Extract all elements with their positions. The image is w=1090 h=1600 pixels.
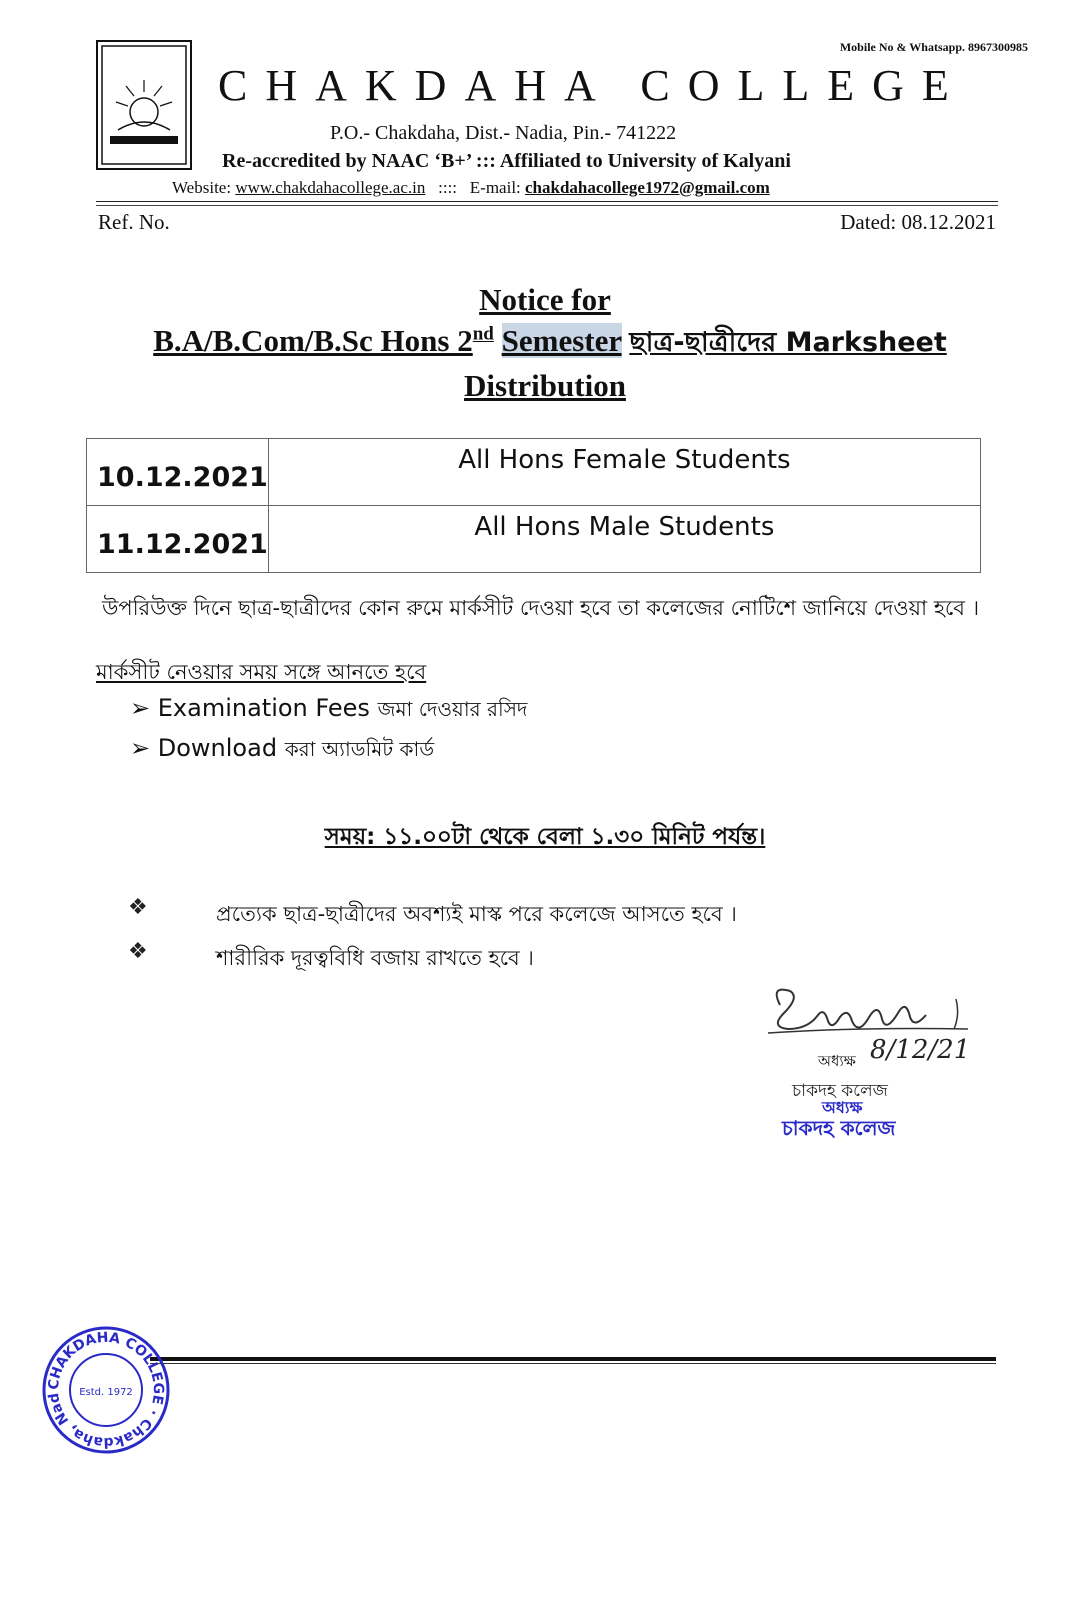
item-bn: করা অ্যাডমিট কার্ড <box>284 737 435 761</box>
accreditation-line: Re-accredited by NAAC ‘B+’ ::: Affiliated to University of Kalyani <box>222 150 791 172</box>
schedule-date: 10.12.2021 <box>87 439 269 506</box>
stamp-college: চাকদহ কলেজ <box>782 1116 896 1140</box>
email-link[interactable]: chakdahacollege1972@gmail.com <box>525 178 770 197</box>
title-highlight: Semester <box>501 323 622 358</box>
stamp-role: অধ্যক্ষ <box>822 1098 863 1117</box>
title-line-2-post: ছাত্র-ছাত্রীদের Marksheet <box>629 327 947 358</box>
college-address: P.O.- Chakdaha, Dist.- Nadia, Pin.- 741222 <box>330 122 677 144</box>
schedule-date: 11.12.2021 <box>87 506 269 573</box>
room-info-paragraph: উপরিউক্ত দিনে ছাত্র-ছাত্রীদের কোন রুমে মার্কসীট দেওয়া হবে তা কলেজের নোটিশে জানিয়ে দেওয়া হবে । <box>102 596 980 620</box>
timing <box>0 818 1090 857</box>
designation: অধ্যক্ষ <box>818 1052 856 1070</box>
table-row <box>87 506 981 573</box>
contact-separator: :::: <box>438 178 458 197</box>
signature-college: চাকদহ কলেজ <box>792 1081 888 1101</box>
timing-text: সময়: ১১.০০টা থেকে বেলা ১.৩০ মিনিট পর্যন্ত। <box>324 824 766 850</box>
items-subheading: মার্কসীট নেওয়ার সময় সঙ্গে আনতে হবে <box>96 660 427 684</box>
notice-subtitle <box>110 322 990 367</box>
title-sup: nd <box>472 323 494 345</box>
title-line-2-pre: B.A/B.Com/B.Sc Hons 2 <box>153 323 473 358</box>
arrow-bullet-icon: ➢ <box>130 694 151 722</box>
item-bn: জমা দেওয়ার রসিদ <box>377 697 528 721</box>
schedule-group: All Hons Female Students <box>268 439 980 506</box>
contact-line <box>172 178 770 198</box>
footer-rule <box>150 1357 996 1361</box>
list-item <box>130 734 434 768</box>
notice-date: Dated: 08.12.2021 <box>840 210 996 234</box>
college-seal <box>40 1325 172 1455</box>
website-link[interactable]: www.chakdahacollege.ac.in <box>235 178 426 197</box>
signature-date: 8/12/21 <box>870 1035 971 1065</box>
college-name: CHAKDAHA COLLEGE <box>218 61 967 110</box>
schedule-group: All Hons Male Students <box>268 506 980 573</box>
college-logo <box>96 40 192 170</box>
website-label: Website: <box>172 178 232 197</box>
list-item <box>130 694 527 728</box>
title-line-3: Distribution <box>464 368 626 403</box>
item-en: Examination Fees <box>157 694 370 722</box>
table-row <box>87 439 981 506</box>
header-rule-thin <box>96 205 998 206</box>
footer-rule-thin <box>150 1363 996 1364</box>
seal-center: Estd. 1972 <box>79 1387 133 1398</box>
header-rule <box>96 201 998 202</box>
title-line-1: Notice for <box>479 282 611 317</box>
email-label: E-mail: <box>469 178 521 197</box>
instruction-distance: শারীরিক দূরত্ববিধি বজায় রাখতে হবে । <box>216 946 534 970</box>
diamond-bullet-icon: ❖ <box>128 894 148 919</box>
schedule-table <box>86 438 981 573</box>
mobile-number: Mobile No & Whatsapp. 8967300985 <box>839 40 1028 54</box>
seal-text: CHAKDAHA COLLEGE · Chakdaha, Nad <box>45 1329 167 1451</box>
ref-no: Ref. No. <box>98 210 170 234</box>
item-en: Download <box>157 734 278 762</box>
arrow-bullet-icon: ➢ <box>130 734 151 762</box>
instruction-mask: প্রত্যেক ছাত্র-ছাত্রীদের অবশ্যই মাস্ক পরে কলেজে আসতে হবে । <box>216 902 737 926</box>
diamond-bullet-icon: ❖ <box>128 938 148 963</box>
notice-title <box>0 282 1090 318</box>
notice-title-line-3 <box>0 368 1090 404</box>
